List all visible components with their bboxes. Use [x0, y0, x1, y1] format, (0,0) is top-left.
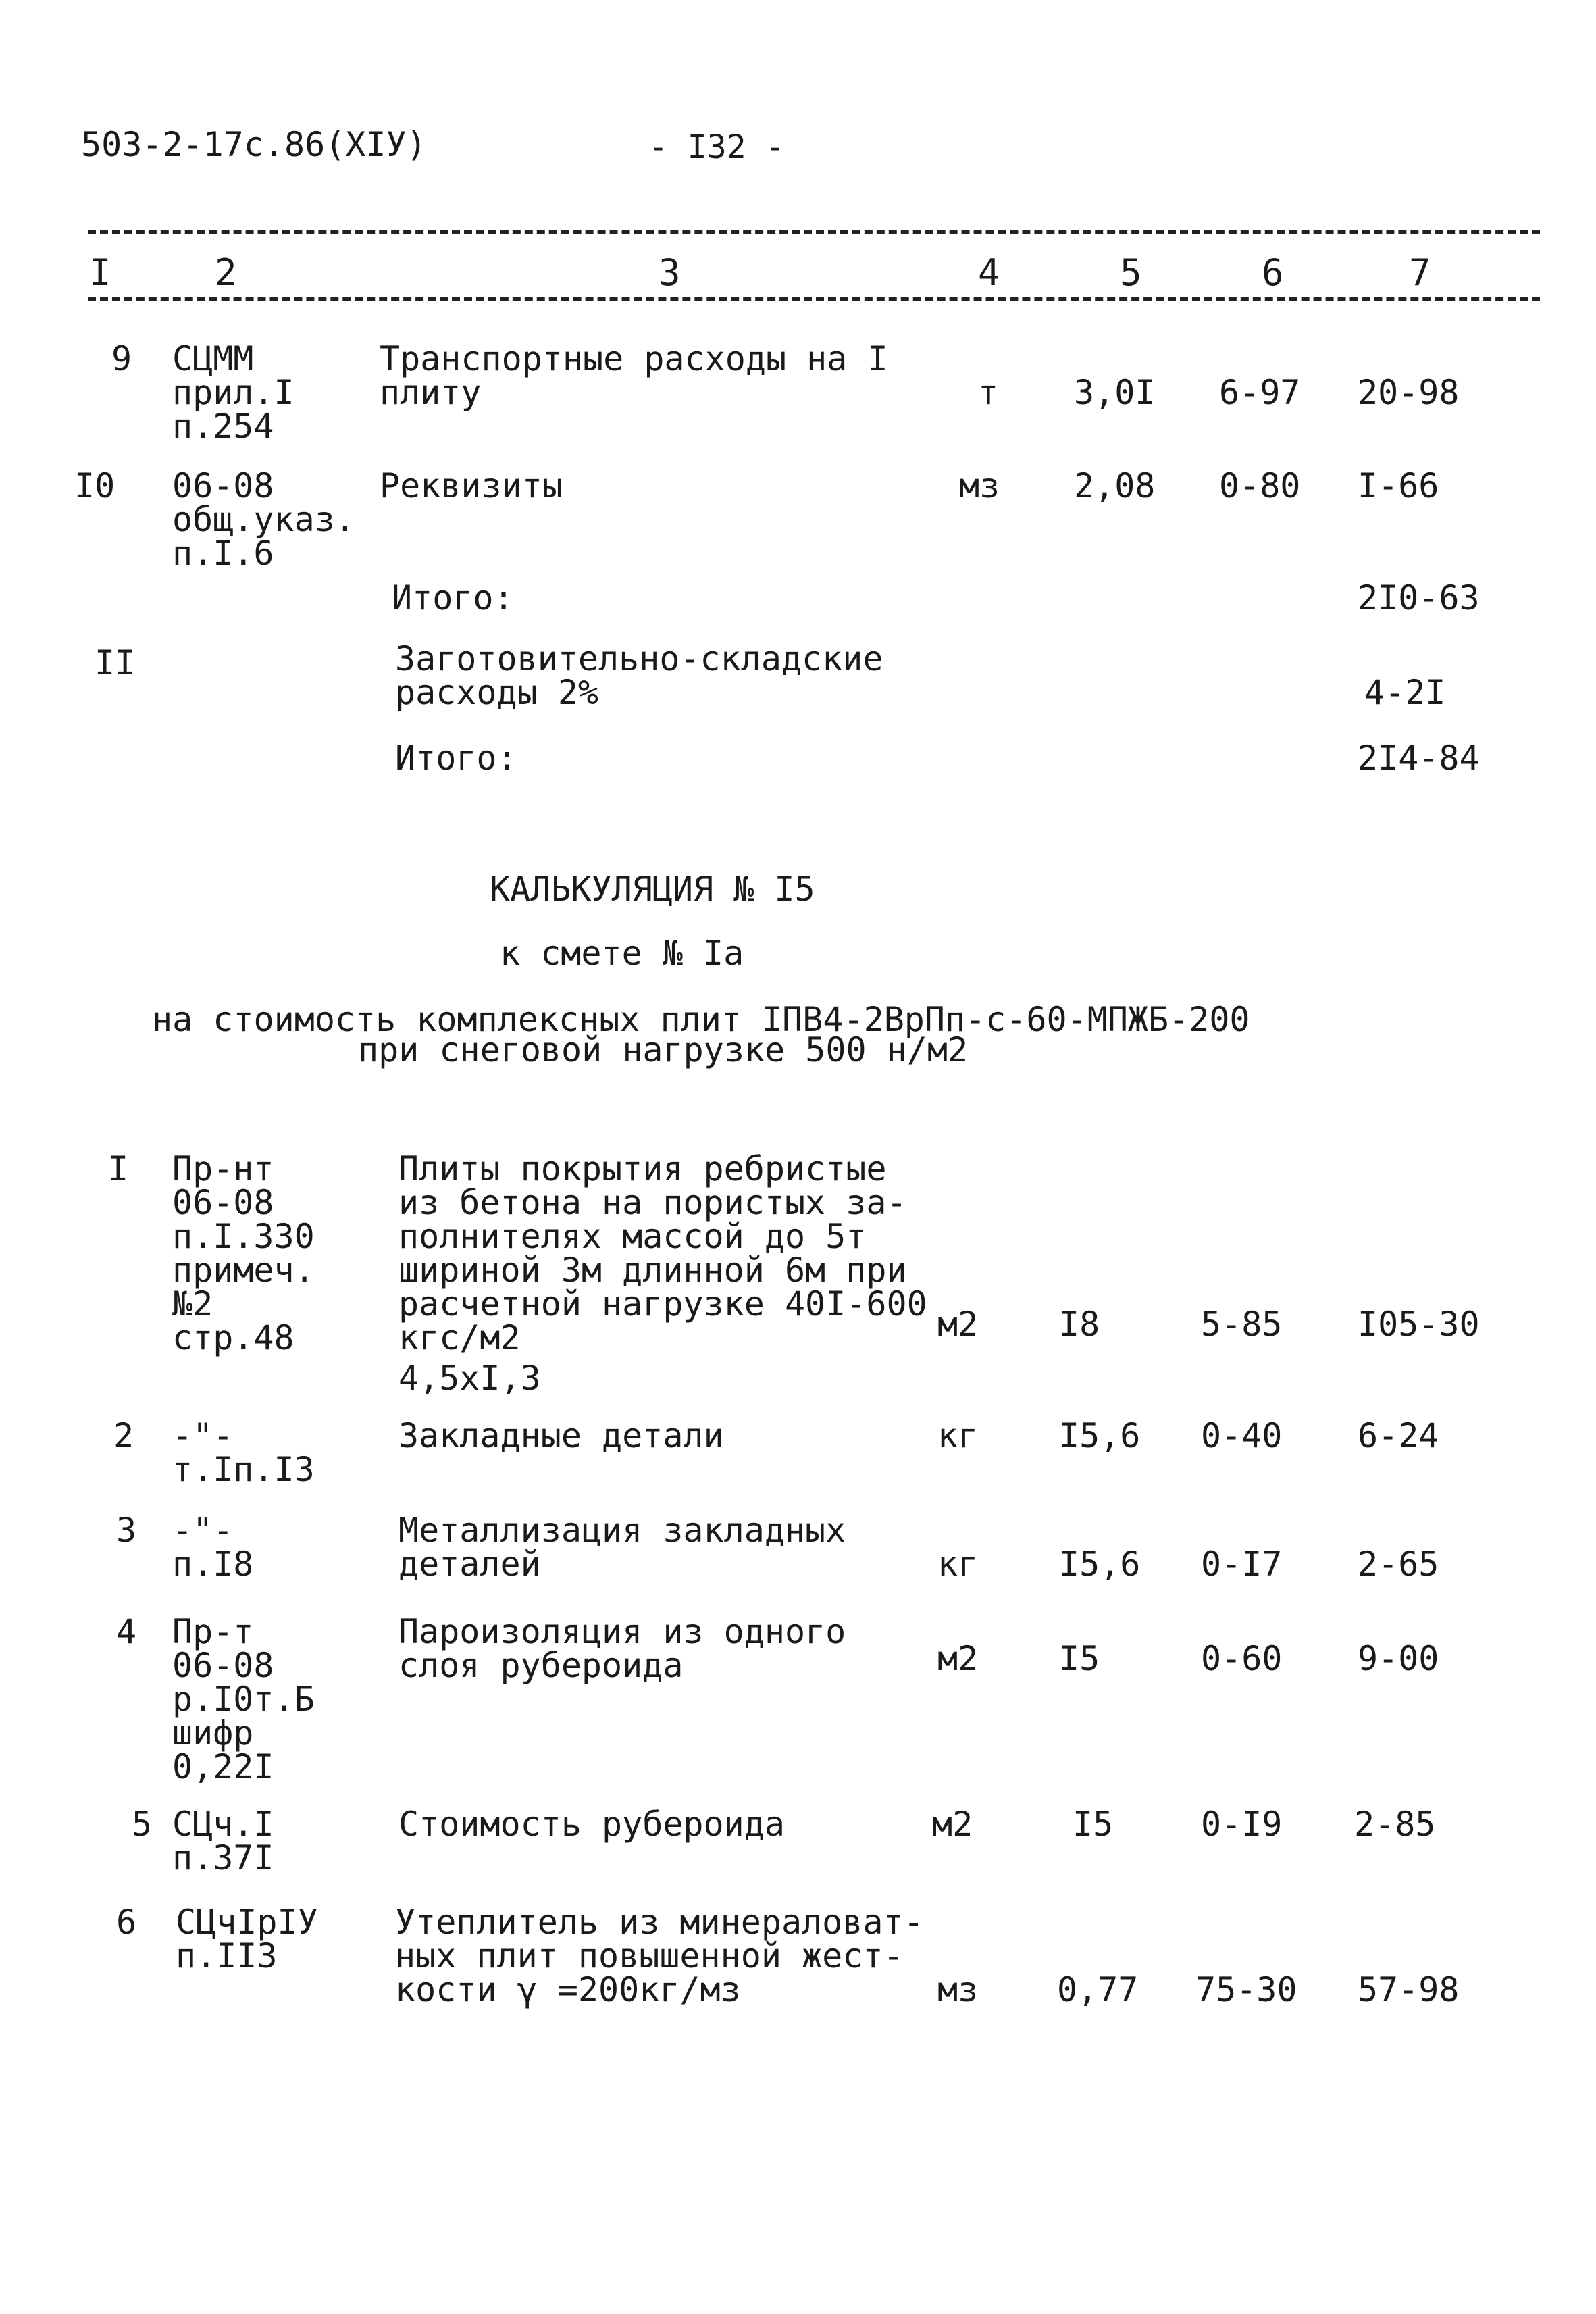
row-number: 6 — [116, 1903, 137, 1942]
calculation-subtitle: к смете № Iа — [500, 934, 744, 973]
row-description: Металлизация закладных деталей — [398, 1511, 846, 1584]
row-unit-price: 0-80 — [1219, 466, 1301, 505]
row-unit: т — [978, 373, 999, 412]
row-number: I0 — [74, 466, 115, 505]
row-description: Заготовительно-складские расходы 2% — [395, 639, 883, 712]
row-number: 2 — [113, 1416, 134, 1455]
row-reference: -"- п.I8 — [172, 1511, 254, 1584]
subtotal-label: Итого: — [395, 738, 517, 778]
row-description: Реквизиты — [380, 466, 563, 505]
row-number: I — [108, 1149, 129, 1188]
row-description: Транспортные расходы на I плиту — [380, 339, 888, 412]
page-number: - I32 - — [648, 128, 786, 166]
row-reference: 06-08 общ.указ. п.I.6 — [172, 466, 355, 573]
row-number: 5 — [132, 1805, 153, 1844]
row-reference: СЦч.I п.37I — [172, 1805, 274, 1878]
column-header-4: 4 — [978, 251, 1000, 294]
row-unit: мз — [937, 1970, 979, 2009]
row-unit-price: 0-40 — [1201, 1416, 1283, 1455]
row-total: 2-65 — [1358, 1544, 1439, 1584]
row-unit-price: 0-I7 — [1201, 1544, 1283, 1584]
row-reference: Пр-нт 06-08 п.I.330 примеч. №2 стр.48 — [172, 1149, 315, 1357]
row-total: 6-24 — [1358, 1416, 1439, 1455]
document-code: 503-2-17с.86(XIУ) — [81, 125, 427, 164]
column-header-1: I — [89, 251, 111, 294]
row-unit-price: 5-85 — [1201, 1305, 1283, 1344]
row-total: 57-98 — [1358, 1970, 1460, 2009]
row-unit-price: 0-I9 — [1201, 1805, 1283, 1844]
dashed-separator — [88, 230, 1540, 234]
row-quantity: 2,08 — [1074, 466, 1156, 505]
row-quantity: I5 — [1059, 1639, 1100, 1678]
row-total: 2-85 — [1354, 1805, 1436, 1844]
row-number: 4 — [116, 1612, 137, 1651]
row-unit: кг — [937, 1416, 979, 1455]
row-unit: м2 — [932, 1805, 973, 1844]
row-description: Закладные детали — [398, 1416, 724, 1455]
row-reference: СЦчIрIУ п.II3 — [176, 1903, 318, 1976]
calculation-line-2: при снеговой нагрузке 500 н/м2 — [358, 1030, 969, 1070]
row-quantity: I8 — [1059, 1305, 1100, 1344]
row-number: II — [95, 643, 136, 682]
subtotal-value: 2I0-63 — [1358, 578, 1480, 618]
row-quantity: I5 — [1073, 1805, 1114, 1844]
row-description: Утеплитель из минераловат- ных плит повышенной жест- кости γ =200кг/мз — [395, 1903, 924, 2009]
dashed-separator — [88, 297, 1540, 301]
row-description: Пароизоляция из одного слоя рубероида — [398, 1612, 846, 1685]
subtotal-value: 2I4-84 — [1358, 738, 1480, 778]
row-description: Стоимость рубероида — [398, 1805, 785, 1844]
row-unit-price: 6-97 — [1219, 373, 1301, 412]
row-quantity: I5,6 — [1059, 1416, 1141, 1455]
row-number: 3 — [116, 1511, 137, 1550]
row-quantity: I5,6 — [1059, 1544, 1141, 1584]
row-number: 9 — [111, 339, 132, 378]
row-reference: СЦММ прил.I п.254 — [172, 339, 294, 446]
row-total: 9-00 — [1358, 1639, 1439, 1678]
row-reference: -"- т.Iп.I3 — [172, 1416, 315, 1489]
column-header-3: 3 — [659, 251, 681, 294]
row-total: 20-98 — [1358, 373, 1460, 412]
row-reference: Пр-т 06-08 р.I0т.Б шифр 0,22I — [172, 1612, 315, 1786]
row-total: I-66 — [1358, 466, 1439, 505]
row-unit: м2 — [937, 1305, 979, 1344]
row-total: I05-30 — [1358, 1305, 1480, 1344]
row-quantity: 0,77 — [1057, 1970, 1139, 2009]
row-note: 4,5хI,3 — [398, 1359, 541, 1398]
column-header-5: 5 — [1120, 251, 1142, 294]
row-quantity: 3,0I — [1074, 373, 1156, 412]
row-unit-price: 0-60 — [1201, 1639, 1283, 1678]
calculation-line-1: на стоимость комплексных плит IПВ4-2ВрПп-с-60-МПЖБ-200 — [152, 1000, 1250, 1039]
row-description: Плиты покрытия ребристые из бетона на пористых за- полнителях массой до 5т шириной 3м длинной 6м при расчетной нагрузке 40I-600 кгс/м2 — [398, 1149, 927, 1357]
column-header-7: 7 — [1409, 251, 1431, 294]
subtotal-label: Итого: — [392, 578, 514, 618]
row-unit: мз — [959, 466, 1000, 505]
row-unit: кг — [937, 1544, 979, 1584]
row-unit: м2 — [937, 1639, 979, 1678]
row-unit-price: 75-30 — [1195, 1970, 1297, 2009]
column-header-2: 2 — [215, 251, 237, 294]
row-total: 4-2I — [1364, 673, 1446, 712]
calculation-title: КАЛЬКУЛЯЦИЯ № I5 — [490, 870, 815, 909]
column-header-6: 6 — [1262, 251, 1284, 294]
